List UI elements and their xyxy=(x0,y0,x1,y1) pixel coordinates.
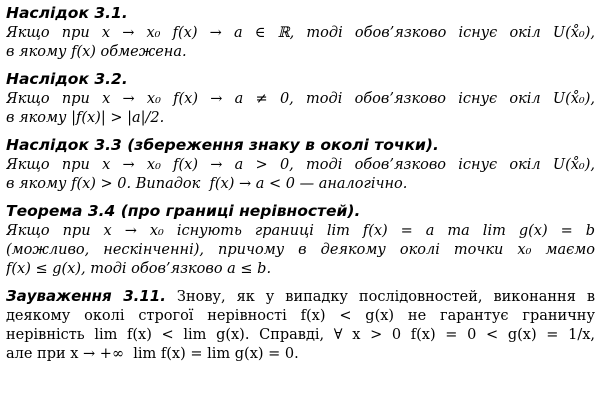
body-line: Якщо при x → x₀ f(x) → a ∈ ℝ, тоді обов’язково існує окіл U(x̊₀), xyxy=(6,25,595,41)
corollary-3-3-body xyxy=(6,156,595,194)
corollary-3-3-heading: Наслідок 3.3 (збереження знаку в околі точки). xyxy=(6,136,439,154)
corollary-3-2 xyxy=(6,70,595,128)
body-line: Якщо при x → x₀ f(x) → a > 0, тоді обов’язково існує окіл U(x̊₀), xyxy=(6,157,595,173)
remark-line-text: Знову, як у випадку послідовностей, виконання в xyxy=(176,289,595,305)
body-line: в якому f(x) > 0. Випадок f(x) → a < 0 — аналогічно. xyxy=(6,176,408,192)
corollary-3-1-body xyxy=(6,24,595,62)
corollary-3-1-heading: Наслідок 3.1. xyxy=(6,4,128,22)
body-line: але при x → +∞ lim f(x) = lim g(x) = 0. xyxy=(6,346,299,362)
remark-3-11-title: Зауваження 3.11. xyxy=(6,287,166,305)
theorem-3-4-heading: Теорема 3.4 (про границі нерівностей). xyxy=(6,202,361,220)
body-line: Якщо при x → x₀ f(x) → a ≠ 0, тоді обов’язково існує окіл U(x̊₀), xyxy=(6,91,595,107)
remark-3-11 xyxy=(6,287,595,364)
body-line: (можливо, нескінченні), причому в деякому околі точки x₀ маємо xyxy=(6,242,595,258)
body-line: в якому |f(x)| > |a|/2. xyxy=(6,110,165,126)
body-line: f(x) ≤ g(x), тоді обов’язково a ≤ b. xyxy=(6,261,272,277)
body-line: нерівність lim f(x) < lim g(x). Справді, ∀ x > 0 f(x) = 0 < g(x) = 1/x, xyxy=(6,327,595,343)
theorem-3-4 xyxy=(6,202,595,279)
body-line: деякому околі строгої нерівності f(x) < g(x) не гарантує граничну xyxy=(6,308,595,324)
body-line xyxy=(6,287,595,307)
body-line: Якщо при x → x₀ існують границі lim f(x) = a та lim g(x) = b xyxy=(6,223,595,239)
remark-3-11-body xyxy=(6,287,595,364)
theorem-3-4-body xyxy=(6,222,595,279)
corollary-3-2-heading: Наслідок 3.2. xyxy=(6,70,128,88)
corollary-3-3 xyxy=(6,136,595,194)
corollary-3-2-body xyxy=(6,90,595,128)
body-line: в якому f(x) обмежена. xyxy=(6,44,187,60)
corollary-3-1 xyxy=(6,4,595,62)
